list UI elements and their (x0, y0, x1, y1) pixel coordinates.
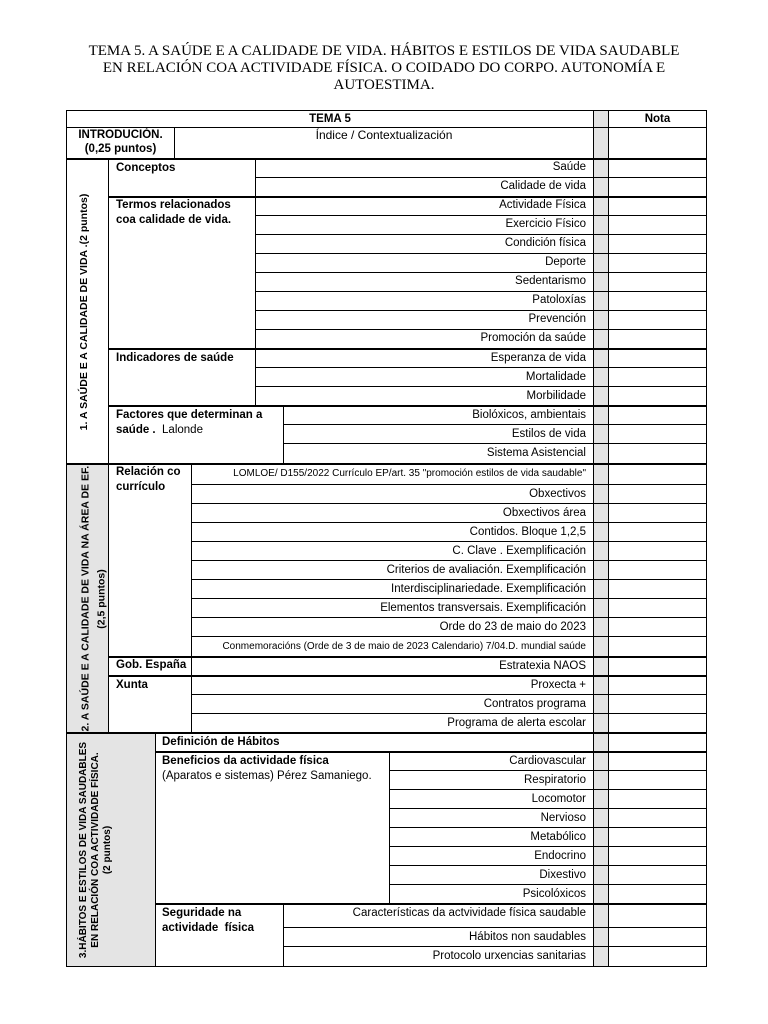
item-patoloxias: Patoloxías (532, 294, 586, 306)
item-habitos-non-saudables: Hábitos non saudables (469, 931, 586, 943)
beneficios-extra: (Aparatos e sistemas) Pérez Samaniego. (162, 770, 372, 782)
title-line-3: AUTOESTIMA. (333, 77, 435, 93)
item-dixestivo: Dixestivo (539, 869, 586, 881)
item-deporte: Deporte (545, 256, 586, 268)
item-estratexia-naos: Estratexia NAOS (499, 660, 586, 672)
item-biolóxicos: Biolóxicos, ambientais (472, 409, 586, 421)
item-metabolico: Metabólico (530, 831, 586, 843)
intro-points: (0,25 puntos) (84, 143, 157, 155)
section3-label-line1: 3.HÁBITOS E ESTILOS DE VIDA SAUDABLES (78, 741, 89, 959)
item-condicion-fisica: Condición física (504, 237, 586, 249)
item-orde-maio: Orde do 23 de maio do 2023 (439, 621, 586, 633)
item-respiratorio: Respiratorio (524, 774, 586, 786)
item-lomloe: LOMLOE/ D155/2022 Currículo EP/art. 35 "promoción estilos de vida saudable" (233, 468, 586, 479)
item-promocion-saude: Promoción da saúde (480, 332, 586, 344)
item-morbilidade: Morbilidade (526, 390, 586, 402)
termos-label-1: Termos relacionados (116, 199, 231, 211)
item-prevencion: Prevención (528, 313, 586, 325)
item-protocolo-urxencias: Protocolo urxencias sanitarias (432, 950, 586, 962)
item-proxecta: Proxecta + (530, 679, 586, 691)
section3-label-line3: (2 puntos) (102, 825, 113, 875)
intro-content: Índice / Contextualización (315, 128, 453, 142)
header-nota: Nota (644, 113, 671, 125)
item-actividade-fisica: Actividade Física (499, 199, 586, 211)
item-interdisciplinariedade: Interdisciplinariedade. Exemplificación (391, 583, 586, 595)
section3-label-line2: EN RELACIÓN COA ACTIVIDADE FÍSICA. (90, 752, 101, 948)
item-criterios: Criterios de avaliación. Exemplificación (386, 564, 586, 576)
termos-label-2: coa calidade de vida. (116, 214, 232, 226)
gob-espana-label: Gob. España (116, 659, 187, 671)
conceptos-label: Conceptos (116, 162, 176, 174)
factores-label-2: saúde . Lalonde (116, 424, 203, 436)
factores-label-1: Factores que determinan a (116, 409, 263, 421)
section1-label: 1. A SAÚDE E A CALIDADE DE VIDA .(2 puntos) (78, 193, 90, 431)
item-nervioso: Nervioso (540, 812, 586, 824)
relacion-label-2: currículo (116, 481, 166, 493)
item-sistema-asistencial: Sistema Asistencial (486, 447, 586, 459)
item-sedentarismo: Sedentarismo (515, 275, 586, 287)
item-locomotor: Locomotor (531, 793, 586, 805)
item-obxectivos: Obxectivos (529, 488, 586, 500)
section2-label-line1: 2. A SAÚDE E A CALIDADE DE VIDA NA ÁREA DE EF. (79, 465, 92, 732)
item-contidos: Contidos. Bloque 1,2,5 (469, 526, 586, 538)
item-cardiovascular: Cardiovascular (509, 755, 586, 767)
title-line-2: EN RELACIÓN COA ACTIVIDADE FÍSICA. O COIDADO DO CORPO. AUTONOMÍA E (102, 60, 666, 76)
indicadores-label: Indicadores de saúde (116, 352, 234, 364)
item-saude: Saúde (552, 161, 586, 173)
item-obxectivos-area: Obxectivos área (502, 507, 586, 519)
item-alerta-escolar: Programa de alerta escolar (447, 717, 586, 729)
item-c-clave: C. Clave . Exemplificación (452, 545, 586, 557)
title-line-1: TEMA 5. A SAÚDE E A CALIDADE DE VIDA. HÁBITOS E ESTILOS DE VIDA SAUDABLE (88, 43, 680, 59)
item-mortalidade: Mortalidade (525, 371, 586, 383)
gray-column (593, 111, 608, 966)
relacion-label-1: Relación co (116, 466, 181, 478)
item-endocrino: Endocrino (534, 850, 586, 862)
item-contratos-programa: Contratos programa (483, 698, 586, 710)
item-calidade-vida: Calidade de vida (500, 180, 586, 192)
item-exercicio-fisico: Exercicio Físico (505, 218, 586, 230)
intro-label: INTRODUCIÓN. (78, 129, 163, 141)
seguridade-label-2: actividade física (162, 922, 255, 934)
item-psicoloxicos: Psicolóxicos (522, 888, 586, 900)
seguridade-label-1: Seguridade na (162, 907, 242, 919)
item-esperanza-vida: Esperanza de vida (490, 352, 586, 364)
header-tema: TEMA 5 (309, 113, 351, 125)
xunta-label: Xunta (116, 679, 148, 691)
item-caracteristicas: Características da actvividade física saudable (352, 907, 586, 919)
item-estilos-vida: Estilos de vida (511, 428, 586, 440)
item-elementos-transversais: Elementos transversais. Exemplificación (380, 602, 586, 614)
definicion-habitos: Definición de Hábitos (162, 736, 280, 748)
beneficios-label: Beneficios da actividade física (162, 755, 329, 767)
section2-label-line2: (2,5 puntos) (95, 569, 108, 629)
item-conmemoracions: Conmemoracións (Orde de 3 de maio de 2023 Calendario) 7/04.D. mundial saúde (222, 641, 586, 652)
